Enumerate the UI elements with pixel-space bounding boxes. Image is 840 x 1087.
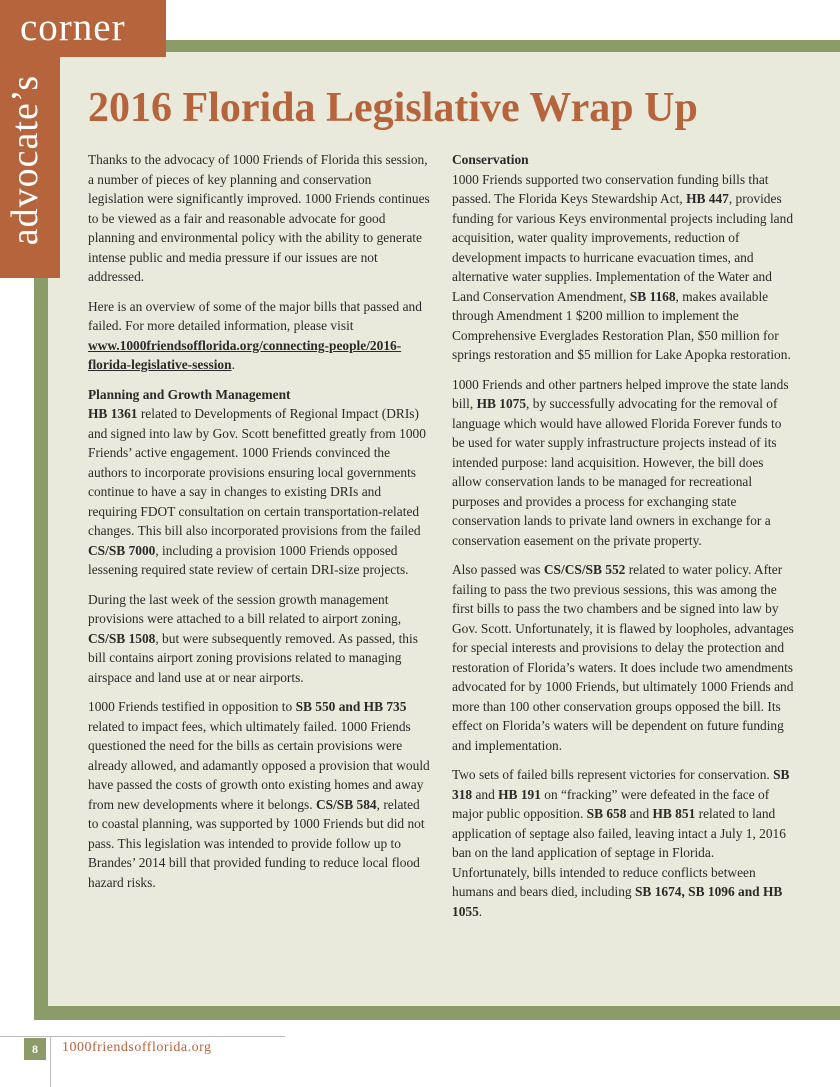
footer-rule (0, 1036, 285, 1037)
session-link[interactable]: www.1000friendsofflorida.org/connecting-people/2016-florida-legislative-session (88, 337, 402, 372)
impact-fees-paragraph: 1000 Friends testified in opposition to SB 550 and HB 735 related to impact fees, which ultimately failed. 1000 Friends questioned the need for the bills as certain provisions were already allowed, and adamantly opposed a provision that would have passed the costs of growth onto existing homes and away from new developments where it belongs. CS/SB 584, related to coastal planning, was supported by 1000 Friends but did not pass. This legislation was intended to provide follow up to Brandes’ 2014 bill that provided funding to reduce local flood hazard risks. (88, 699, 430, 890)
corner-label: corner (20, 6, 126, 49)
conservation-heading: Conservation (452, 152, 529, 167)
overview-paragraph: Here is an overview of some of the major bills that passed and failed. For more detailed information, please visit www.1000friendsofflorida.org/connecting-people/2016-florida-legislative-session. (88, 298, 422, 372)
intro-paragraph: Thanks to the advocacy of 1000 Friends of Florida this session, a number of pieces of key planning and conservation legislation were significantly improved. 1000 Friends continues to be viewed as a fair and reasonable advocate for good planning and environmental policy with the ability to generate intense public and media pressure if our issues are not addressed. (88, 152, 430, 284)
funding-paragraph: 1000 Friends supported two conservation funding bills that passed. The Florida Keys Stewardship Act, HB 447, provides funding for various Keys environmental projects including land acquisition, water quality improvements, reduction of development impacts to hurricane evacuation times, and alternative water supplies. Implementation of the Water and Land Conservation Amendment, SB 1168, makes available through Amendment 1 $200 million to implement the Comprehensive Everglades Restoration Plan, $50 million for springs restoration and $5 million for Lake Apopka restoration. (452, 171, 794, 362)
footer-site-url[interactable]: 1000friendsofflorida.org (62, 1040, 212, 1055)
state-lands-paragraph: 1000 Friends and other partners helped improve the state lands bill, HB 1075, by successfully advocating for the removal of language which would have allowed Florida Forever funds to be used for water supply infrastructure projects instead of its intended purpose: land acquisition. However, the bill does allow conservation lands to be managed for recreational purposes and provides a process for exchanging state conservation lands to private land owners in exchange for a conservation easement on the private property. (452, 376, 789, 548)
advocates-label: advocate’s (4, 74, 46, 246)
page-title: 2016 Florida Legislative Wrap Up (88, 85, 698, 131)
water-policy-paragraph: Also passed was CS/CS/SB 552 related to water policy. After failing to pass the two previous sessions, this was among the first bills to pass the two chambers and be signed into law by Gov. Scott. Unfortunately, it is flawed by loopholes, advantages for special interests and provisions to delay the protection and restoration of Florida’s waters. It does include two amendments advocated for by 1000 Friends, but ultimately 1000 Friends and more than 100 other conservation groups opposed the bill. Its effect on Florida’s waters will be dependent on future funding and implementation. (452, 562, 794, 753)
page-number: 8 (24, 1038, 46, 1060)
planning-heading: Planning and Growth Management (88, 386, 291, 402)
footer-divider (50, 1036, 51, 1087)
airport-paragraph: During the last week of the session growth management provisions were attached to a bill related to airport zoning, CS/SB 1508, but were subsequently removed. As passed, this bill contains airport zoning provisions related to managing airspace and land use at or near airports. (88, 591, 418, 685)
failed-bills-paragraph: Two sets of failed bills represent victories for conservation. SB 318 and HB 191 on “fracking” were defeated in the face of major public opposition. SB 658 and HB 851 related to land application of septage also failed, leaving intact a July 1, 2016 ban on the land application of septage in Florida. Unfortunately, bills intended to reduce conflicts between humans and bears died, including SB 1674, SB 1096 and HB 1055. (452, 767, 790, 919)
right-column (452, 150, 794, 931)
hb1361-paragraph: HB 1361 related to Developments of Regional Impact (DRIs) and signed into law by Gov. Scott benefitted greatly from 1000 Friends’ active engagement. 1000 Friends convinced the authors to incorporate provisions ensuring local governments continue to have a say in changes to existing DRIs and requiring FDOT consultation on certain transportation-related changes. This bill also incorporated provisions from the failed CS/SB 7000, including a provision 1000 Friends opposed lessening required state review of certain DRI-size projects. (88, 406, 426, 577)
left-column (88, 150, 430, 902)
